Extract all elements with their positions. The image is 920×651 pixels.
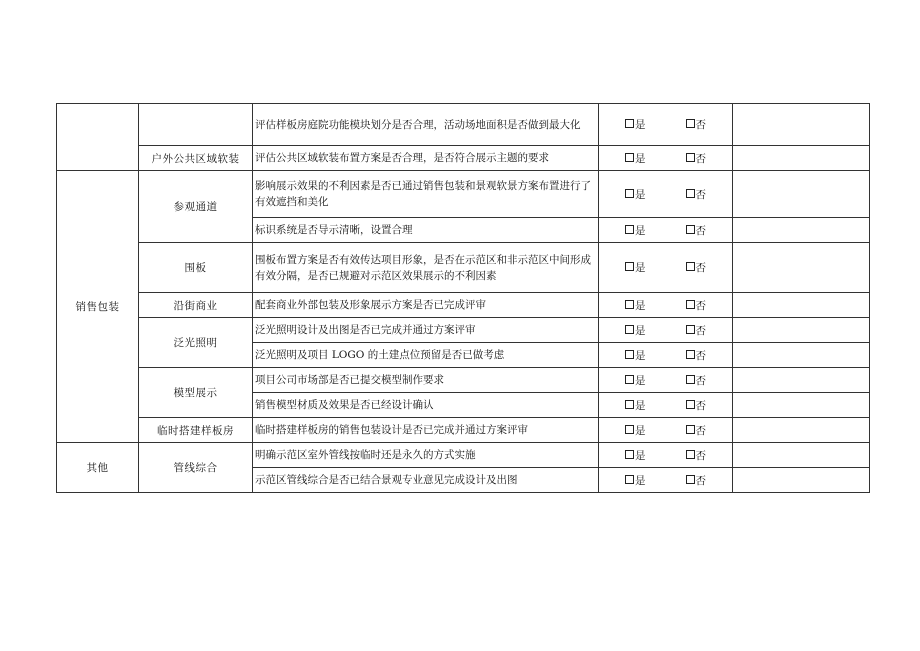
content-cell: 影响展示效果的不利因素是否已通过销售包装和景观软景方案布置进行了有效遮挡和美化 [253, 171, 599, 218]
content-cell: 销售模型材质及效果是否已经设计确认 [253, 393, 599, 418]
options-cell [599, 293, 733, 318]
content-cell: 评估样板房庭院功能模块划分是否合理，活动场地面积是否做到最大化 [253, 104, 599, 146]
remarks-cell [733, 368, 870, 393]
options-cell [599, 343, 733, 368]
options-cell [599, 318, 733, 343]
options-cell [599, 393, 733, 418]
checklist-table [56, 103, 870, 493]
remarks-cell [733, 393, 870, 418]
options-cell [599, 418, 733, 443]
options-cell [599, 171, 733, 218]
no-option[interactable] [686, 151, 707, 166]
yes-label: 是 [635, 424, 646, 437]
remarks-cell [733, 343, 870, 368]
options-cell [599, 146, 733, 171]
item-cell: 沿街商业 [139, 293, 253, 318]
yes-label: 是 [635, 262, 646, 274]
checkbox-icon[interactable] [686, 189, 695, 198]
no-option[interactable] [686, 398, 707, 413]
item-cell: 临时搭建样板房 [139, 418, 253, 443]
table-row [57, 318, 870, 343]
remarks-cell [733, 218, 870, 243]
no-option[interactable] [686, 223, 707, 238]
yes-option[interactable] [625, 223, 646, 238]
no-option[interactable] [686, 448, 707, 463]
remarks-cell [733, 293, 870, 318]
yes-option[interactable] [625, 260, 646, 275]
yes-label: 是 [635, 224, 646, 237]
no-option[interactable] [686, 473, 707, 488]
remarks-cell [733, 104, 870, 146]
content-cell: 泛光照明及项目 LOGO 的土建点位预留是否已做考虑 [253, 343, 599, 368]
no-label: 否 [695, 474, 706, 487]
no-label: 否 [695, 399, 706, 412]
checkbox-icon[interactable] [686, 325, 695, 334]
options-cell [599, 243, 733, 293]
yes-option[interactable] [625, 473, 646, 488]
yes-option[interactable] [625, 373, 646, 388]
yes-option[interactable] [625, 423, 646, 438]
checkbox-icon[interactable] [686, 475, 695, 484]
checkbox-icon[interactable] [686, 375, 695, 384]
yes-label: 是 [635, 374, 646, 387]
checkbox-icon[interactable] [686, 262, 695, 271]
no-option[interactable] [686, 323, 707, 338]
remarks-cell [733, 146, 870, 171]
remarks-cell [733, 318, 870, 343]
no-option[interactable] [686, 373, 707, 388]
yes-option[interactable] [625, 448, 646, 463]
yes-option[interactable] [625, 117, 646, 132]
remarks-cell [733, 243, 870, 293]
remarks-cell [733, 443, 870, 468]
checkbox-icon[interactable] [686, 425, 695, 434]
yes-label: 是 [635, 349, 646, 362]
yes-label: 是 [635, 152, 646, 165]
checkbox-icon[interactable] [686, 400, 695, 409]
no-label: 否 [695, 299, 706, 312]
table-row [57, 171, 870, 218]
no-label: 否 [695, 224, 706, 237]
item-cell: 模型展示 [139, 368, 253, 418]
no-label: 否 [695, 262, 706, 274]
no-option[interactable] [686, 187, 707, 202]
checkbox-icon[interactable] [686, 350, 695, 359]
no-option[interactable] [686, 260, 707, 275]
table-row [57, 243, 870, 293]
no-option[interactable] [686, 348, 707, 363]
options-cell [599, 104, 733, 146]
content-cell: 标识系统是否导示清晰，设置合理 [253, 218, 599, 243]
yes-option[interactable] [625, 187, 646, 202]
checkbox-icon[interactable] [686, 450, 695, 459]
yes-label: 是 [635, 188, 646, 201]
table-row [57, 293, 870, 318]
content-cell: 临时搭建样板房的销售包装设计是否已完成并通过方案评审 [253, 418, 599, 443]
no-option[interactable] [686, 298, 707, 313]
yes-label: 是 [635, 449, 646, 462]
checkbox-icon[interactable] [686, 300, 695, 309]
content-cell: 围板布置方案是否有效传达项目形象，是否在示范区和非示范区中间形成有效分隔，是否已规避对示范区效果展示的不利因素 [253, 243, 599, 293]
no-label: 否 [695, 349, 706, 362]
checkbox-icon[interactable] [625, 350, 634, 359]
yes-option[interactable] [625, 323, 646, 338]
checkbox-icon[interactable] [625, 189, 634, 198]
item-cell: 户外公共区域软装 [139, 146, 253, 171]
table-row [57, 368, 870, 393]
item-cell: 围板 [139, 243, 253, 293]
remarks-cell [733, 418, 870, 443]
no-option[interactable] [686, 423, 707, 438]
remarks-cell [733, 468, 870, 493]
item-cell: 参观通道 [139, 171, 253, 243]
item-cell [139, 104, 253, 146]
category-cell: 销售包装 [57, 171, 139, 443]
category-cell: 其他 [57, 443, 139, 493]
yes-label: 是 [635, 324, 646, 337]
table-row [57, 146, 870, 171]
checkbox-icon[interactable] [625, 425, 634, 434]
options-cell [599, 468, 733, 493]
no-option[interactable] [686, 117, 707, 132]
yes-label: 是 [635, 119, 646, 131]
checkbox-icon[interactable] [625, 225, 634, 234]
no-label: 否 [695, 449, 706, 462]
yes-option[interactable] [625, 151, 646, 166]
yes-label: 是 [635, 299, 646, 312]
checkbox-icon[interactable] [625, 153, 634, 162]
options-cell [599, 368, 733, 393]
no-label: 否 [695, 152, 706, 165]
yes-option[interactable] [625, 348, 646, 363]
content-cell: 项目公司市场部是否已提交模型制作要求 [253, 368, 599, 393]
checkbox-icon[interactable] [625, 300, 634, 309]
checkbox-icon[interactable] [625, 375, 634, 384]
item-cell: 泛光照明 [139, 318, 253, 368]
no-label: 否 [695, 424, 706, 437]
table-row [57, 418, 870, 443]
checkbox-icon[interactable] [625, 450, 634, 459]
checkbox-icon[interactable] [625, 400, 634, 409]
no-label: 否 [695, 119, 706, 131]
checkbox-icon[interactable] [686, 119, 695, 128]
remarks-cell [733, 171, 870, 218]
checkbox-icon[interactable] [625, 325, 634, 334]
options-cell [599, 443, 733, 468]
yes-label: 是 [635, 399, 646, 412]
no-label: 否 [695, 188, 706, 201]
content-cell: 示范区管线综合是否已结合景观专业意见完成设计及出图 [253, 468, 599, 493]
checkbox-icon[interactable] [625, 262, 634, 271]
table-row [57, 443, 870, 468]
no-label: 否 [695, 374, 706, 387]
content-cell: 泛光照明设计及出图是否已完成并通过方案评审 [253, 318, 599, 343]
content-cell: 配套商业外部包装及形象展示方案是否已完成评审 [253, 293, 599, 318]
item-cell: 管线综合 [139, 443, 253, 493]
checkbox-icon[interactable] [686, 153, 695, 162]
yes-option[interactable] [625, 298, 646, 313]
options-cell [599, 218, 733, 243]
yes-option[interactable] [625, 398, 646, 413]
checkbox-icon[interactable] [625, 119, 634, 128]
yes-label: 是 [635, 474, 646, 487]
content-cell: 评估公共区域软装布置方案是否合理，是否符合展示主题的要求 [253, 146, 599, 171]
checkbox-icon[interactable] [625, 475, 634, 484]
checkbox-icon[interactable] [686, 225, 695, 234]
category-cell [57, 104, 139, 171]
content-cell: 明确示范区室外管线按临时还是永久的方式实施 [253, 443, 599, 468]
table-row [57, 104, 870, 146]
no-label: 否 [695, 324, 706, 337]
